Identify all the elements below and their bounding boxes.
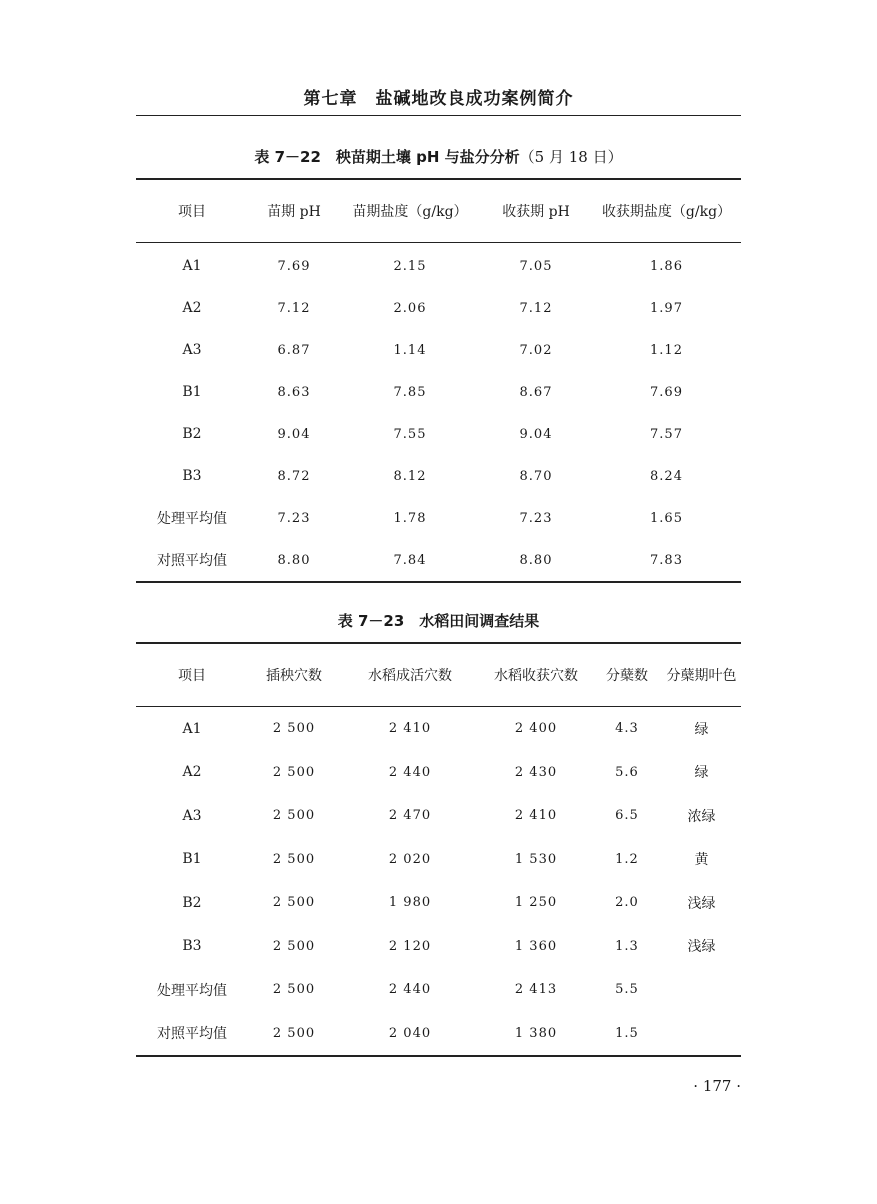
table1-caption <box>136 146 741 167</box>
table-cell: 1 980 <box>388 895 432 911</box>
table-row <box>136 413 741 455</box>
table-cell: 7.12 <box>277 300 311 316</box>
table-cell: 7.02 <box>519 342 553 358</box>
table-cell: 2.06 <box>393 300 427 316</box>
table-cell: 2 500 <box>272 808 316 824</box>
table-row <box>136 925 741 969</box>
table-cell: 2 410 <box>388 721 432 737</box>
row-label: 对照平均值 <box>136 539 248 582</box>
table-cell: 1.86 <box>650 258 683 274</box>
row-label: 处理平均值 <box>157 511 227 527</box>
table-cell: 7.12 <box>519 300 553 316</box>
column-header: 插秧穴数 <box>248 643 340 707</box>
table-cell: 2 500 <box>272 721 316 737</box>
table-cell: 6.87 <box>277 342 311 358</box>
table-cell: 8.80 <box>248 539 340 582</box>
table-row <box>136 707 741 751</box>
table-cell: 2 400 <box>514 721 558 737</box>
column-header: 分蘖数 <box>592 643 662 707</box>
table-cell: 8.67 <box>519 384 553 400</box>
row-label: B1 <box>182 384 202 400</box>
table-row <box>136 371 741 413</box>
table-cell: 7.05 <box>519 258 553 274</box>
row-label: 对照平均值 <box>136 1012 248 1057</box>
table-header-row <box>136 179 741 243</box>
table-cell <box>662 1012 741 1057</box>
row-label: B3 <box>182 468 202 484</box>
table-cell: 2 040 <box>340 1012 480 1057</box>
table-row <box>136 287 741 329</box>
table-cell: 7.23 <box>277 510 311 526</box>
row-label: B1 <box>182 851 202 868</box>
table-cell: 6.5 <box>615 808 639 824</box>
table-cell: 1 530 <box>514 851 558 867</box>
table-row <box>136 497 741 539</box>
table-cell: 8.12 <box>393 468 427 484</box>
table-cell: 2 120 <box>388 938 432 954</box>
table-cell: 2 500 <box>272 982 316 998</box>
table1-caption-title: 表 7－22 秧苗期土壤 pH 与盐分分析 <box>254 148 520 166</box>
table-cell: 1 380 <box>480 1012 592 1057</box>
table-cell: 浅绿 <box>687 895 716 912</box>
page-number: · 177 · <box>693 1077 741 1095</box>
table-cell: 1.78 <box>393 510 427 526</box>
table-cell: 9.04 <box>519 426 553 442</box>
table-cell: 7.23 <box>519 510 553 526</box>
table-cell: 2 413 <box>514 982 558 998</box>
column-header: 项目 <box>136 179 248 243</box>
table-cell: 1.3 <box>615 938 639 954</box>
table-cell: 4.3 <box>615 721 639 737</box>
header-rule <box>136 115 741 116</box>
table-cell: 1.97 <box>650 300 683 316</box>
table-cell: 2 500 <box>272 851 316 867</box>
table-cell: 2.15 <box>393 258 427 274</box>
table-cell: 8.72 <box>277 468 311 484</box>
row-label: B2 <box>182 894 202 911</box>
row-label: A3 <box>182 342 202 358</box>
table-row <box>136 539 741 582</box>
table-cell: 8.70 <box>519 468 553 484</box>
table-cell: 7.69 <box>277 258 311 274</box>
table-cell: 绿 <box>694 765 709 782</box>
table-cell: 2 440 <box>388 982 432 998</box>
table-row <box>136 243 741 288</box>
table-cell: 7.57 <box>650 426 683 442</box>
table-header-row <box>136 643 741 707</box>
table-row <box>136 751 741 795</box>
table-cell: 1 250 <box>514 895 558 911</box>
rice-field-survey-table <box>136 642 741 1057</box>
column-header: 收获期盐度（g/kg） <box>592 179 741 243</box>
table-cell: 2.0 <box>615 895 639 911</box>
table-cell: 7.69 <box>650 384 683 400</box>
table-cell: 1.65 <box>650 510 683 526</box>
table-cell: 1.5 <box>592 1012 662 1057</box>
table-cell: 7.85 <box>393 384 427 400</box>
table-cell: 2 430 <box>514 764 558 780</box>
table-cell: 黄 <box>694 852 709 869</box>
table-cell: 5.6 <box>615 764 639 780</box>
table-row <box>136 455 741 497</box>
table-cell: 2 020 <box>388 851 432 867</box>
table-cell: 2 500 <box>272 764 316 780</box>
column-header: 水稻成活穴数 <box>340 643 480 707</box>
row-label: B2 <box>182 426 202 442</box>
table-cell: 2 410 <box>514 808 558 824</box>
soil-ph-salinity-table <box>136 178 741 583</box>
column-header: 收获期 pH <box>480 179 592 243</box>
table-cell <box>662 968 741 1012</box>
row-label: 处理平均值 <box>157 982 227 999</box>
column-header: 水稻收获穴数 <box>480 643 592 707</box>
table-cell: 8.80 <box>480 539 592 582</box>
row-label: A3 <box>182 807 202 824</box>
table-cell: 7.55 <box>393 426 427 442</box>
table-cell: 7.83 <box>592 539 741 582</box>
table-cell: 8.63 <box>277 384 311 400</box>
table-row <box>136 329 741 371</box>
column-header: 分蘖期叶色 <box>662 643 741 707</box>
table-cell: 8.24 <box>650 468 683 484</box>
column-header: 苗期盐度（g/kg） <box>340 179 480 243</box>
column-header: 项目 <box>136 643 248 707</box>
table-row <box>136 794 741 838</box>
table-cell: 浓绿 <box>687 808 716 825</box>
row-label: B3 <box>182 938 202 955</box>
table-row <box>136 838 741 882</box>
table-cell: 浅绿 <box>687 939 716 956</box>
row-label: A2 <box>182 300 202 316</box>
table1-caption-note: （5 月 18 日） <box>519 148 623 166</box>
table-cell: 1.2 <box>615 851 639 867</box>
table-cell: 9.04 <box>277 426 311 442</box>
table2-caption: 表 7－23 水稻田间调查结果 <box>337 612 540 630</box>
table-cell: 1.12 <box>650 342 683 358</box>
table-cell: 5.5 <box>615 982 639 998</box>
table-cell: 1 360 <box>514 938 558 954</box>
table-row <box>136 968 741 1012</box>
column-header: 苗期 pH <box>248 179 340 243</box>
table-row <box>136 1012 741 1057</box>
table-cell: 7.84 <box>340 539 480 582</box>
table-cell: 2 500 <box>248 1012 340 1057</box>
chapter-header: 第七章 盐碱地改良成功案例简介 <box>303 89 574 109</box>
table-cell: 2 470 <box>388 808 432 824</box>
row-label: A1 <box>182 720 202 737</box>
row-label: A2 <box>182 764 202 781</box>
table-cell: 2 500 <box>272 938 316 954</box>
row-label: A1 <box>182 258 202 274</box>
table-cell: 1.14 <box>393 342 427 358</box>
table-cell: 2 440 <box>388 764 432 780</box>
table-cell: 2 500 <box>272 895 316 911</box>
table-cell: 绿 <box>694 721 709 738</box>
table-row <box>136 881 741 925</box>
